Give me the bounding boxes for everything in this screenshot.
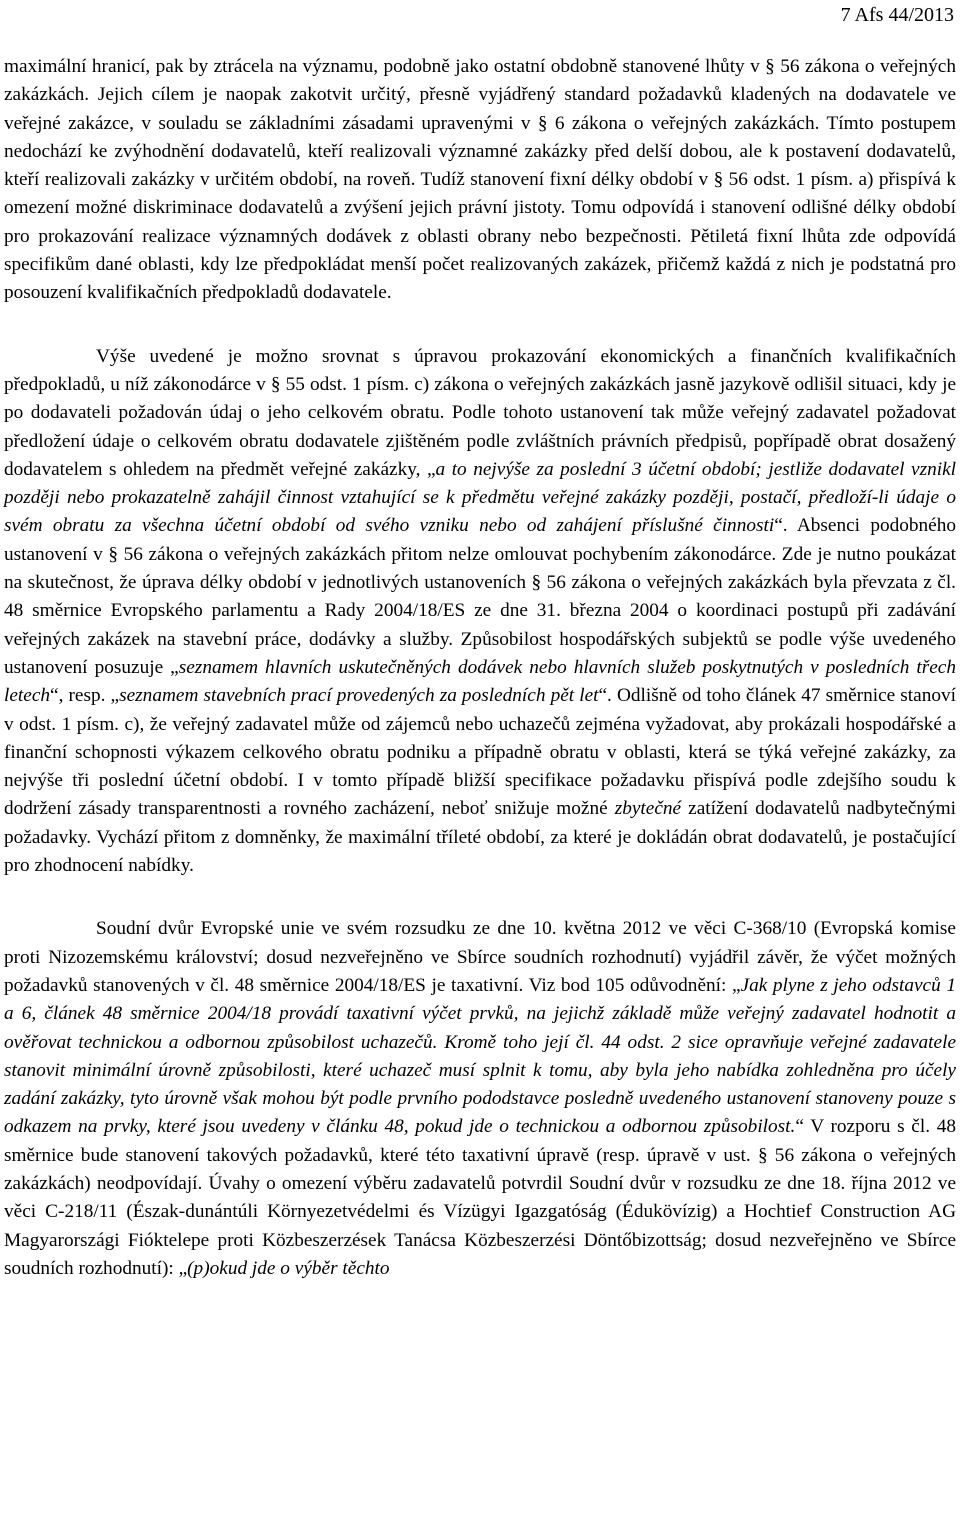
text-run: “. Absenci podobného ustanovení v § 56 zákona o veřejných zakázkách přitom nelze omlouvat pochybením zákonodárce. Zde je nutno poukázat na skutečnost, že úprava délky období v jednotlivých ustanoveních § 56 zákona o veřejných zakázkách byla převzata z čl. 48 směrnice Evropského parlamentu a Rady 2004/18/ES ze dne 31. března 2004 o koordinaci postupů při zadávání veřejných zakázek na stavební práce, dodávky a služby. Způsobilost hospodářských subjektů se podle výše uvedeného ustanovení posuzuje „ [4, 515, 956, 678]
italic-quote: seznamem stavebních prací provedených za posledních pět let [119, 685, 599, 707]
document-body [4, 53, 956, 1283]
text-run: maximální hranicí, pak by ztrácela na významu, podobně jako ostatní obdobně stanovené lhůty v § 56 zákona o veřejných zakázkách. Jejich cílem je naopak zakotvit určitý, přesně vyjádřený standard požadavků kladených na dodavatele ve veřejné zakázce, v souladu se základními zásadami upravenými v § 6 zákona o veřejných zakázkách. Tímto postupem nedochází ke zvýhodnění dodavatelů, kteří realizovali významné zakázky před delší dobou, ale k postavení dodavatelů, kteří realizovali zakázky v určitém období, na roveň. Tudíž stanovení fixní délky období v § 56 odst. 1 písm. a) přispívá k omezení možné diskriminace dodavatelů a zvýšení jejich právní jistoty. Tomu odpovídá i stanovení odlišné délky období pro prokazování realizace významných dodávek z oblasti obrany nebo bezpečnosti. Pětiletá fixní lhůta zde odpovídá specifikům dané oblasti, kdy lze předpokládat menší počet realizovaných zakázek, přičemž každá z nich je podstatná pro posouzení kvalifikačních předpokladů dodavatele. [4, 56, 956, 304]
text-run: Soudní dvůr Evropské unie ve svém rozsudku ze dne 10. května 2012 ve věci C-368/10 (Evropská komise proti Nizozemskému království; dosud nezveřejněno ve Sbírce soudních rozhodnutí) vyjádřil závěr, že výčet možných požadavků stanovených v čl. 48 směrnice 2004/18/ES je taxativní. Viz bod 105 odůvodnění: „ [4, 918, 956, 996]
italic-quote: seznamem hlavních uskutečněných dodávek nebo hlavních služeb poskytnutých v posledních třech letech [4, 656, 957, 707]
text-run: Výše uvedené je možno srovnat s úpravou prokazování ekonomických a finančních kvalifikačních předpokladů, u níž zákonodárce v § 55 odst. 1 písm. c) zákona o veřejných zakázkách jasně jazykově odlišil situaci, kdy je po dodavateli požadován údaj o jeho celkovém obratu. Podle tohoto ustanovení tak může veřejný zadavatel požadovat předložení údaje o celkovém obratu dodavatele zjištěném podle zvláštních právních předpisů, popřípadě obrat dosažený dodavatelem s ohledem na předmět veřejné zakázky, „ [4, 345, 956, 480]
italic-quote: Jak plyne z jeho odstavců 1 a 6, článek 48 směrnice 2004/18 provádí taxativní výčet prvků, na jejichž základě může veřejný zadavatel hodnotit a ověřovat technickou a odbornou způsobilost uchazečů. Kromě toho její čl. 44 odst. 2 sice opravňuje veřejné zadavatele stanovit minimální úrovně způsobilosti, které uchazeč musí splnit k tomu, aby byla jeho nabídka zohledněna pro účely zadání zakázky, tyto úrovně však mohou být podle prvního pododstavce posledně uvedeného ustanovení stanoveny pouze s odkazem na prvky, které jsou uvedeny v článku 48, pokud jde o technickou a odbornou způsobilost. [4, 974, 956, 1138]
case-number: 7 Afs 44/2013 [840, 4, 954, 26]
italic-quote: zbytečné [614, 798, 682, 820]
text-run: “, resp. „ [50, 685, 120, 707]
italic-quote: (p)okud jde o výběr těchto [187, 1257, 390, 1279]
paragraph-3 [4, 915, 956, 1283]
paragraph-2 [4, 343, 956, 881]
text-run: zatížení dodavatelů nadbytečnými požadavky. Vychází přitom z domněnky, že maximální tříleté období, za které je dokládán obrat dodavatelů, je postačující pro zhodnocení nabídky. [4, 798, 956, 877]
text-run: “ V rozporu s čl. 48 směrnice bude stanovení takových požadavků, které této taxativní úpravě (resp. úpravě v ust. § 56 zákona o veřejných zakázkách) neodpovídají. Úvahy o omezení výběru zadavatelů potvrdil Soudní dvůr v rozsudku ze dne 18. října 2012 ve věci C-218/11 (Észak-dunántúli Környezetvédelmi és Vízügyi Igazgatóság (Édukövízig) a Hochtief Construction AG Magyarországi Fióktelepe proti Közbeszerzések Tanácsa Közbeszerzési Döntőbizottság; dosud nezveřejněno ve Sbírce soudních rozhodnutí): „ [4, 1116, 956, 1279]
paragraph-1 [4, 53, 956, 308]
italic-quote: a to nejvýše za poslední 3 účetní období; jestliže dodavatel vznikl později nebo prokazatelně zahájil činnost vztahující se k předmětu veřejné zakázky později, postačí, předloží-li údaje o svém obratu za všechna účetní období od svého vzniku nebo od zahájení příslušné činnosti [4, 458, 956, 537]
text-run: “. Odlišně od toho článek 47 směrnice stanoví v odst. 1 písm. c), že veřejný zadavatel může od zájemců nebo uchazečů zejména vyžadovat, aby prokázali hospodářské a finanční schopnosti výkazem celkového obratu podniku a případně obratu v oblasti, která se týká veřejné zakázky, za nejvýše tři poslední účetní období. I v tomto případě bližší specifikace požadavku přispívá podle zdejšího soudu k dodržení zásady transparentnosti a rovného zacházení, neboť snižuje možné [4, 685, 956, 820]
